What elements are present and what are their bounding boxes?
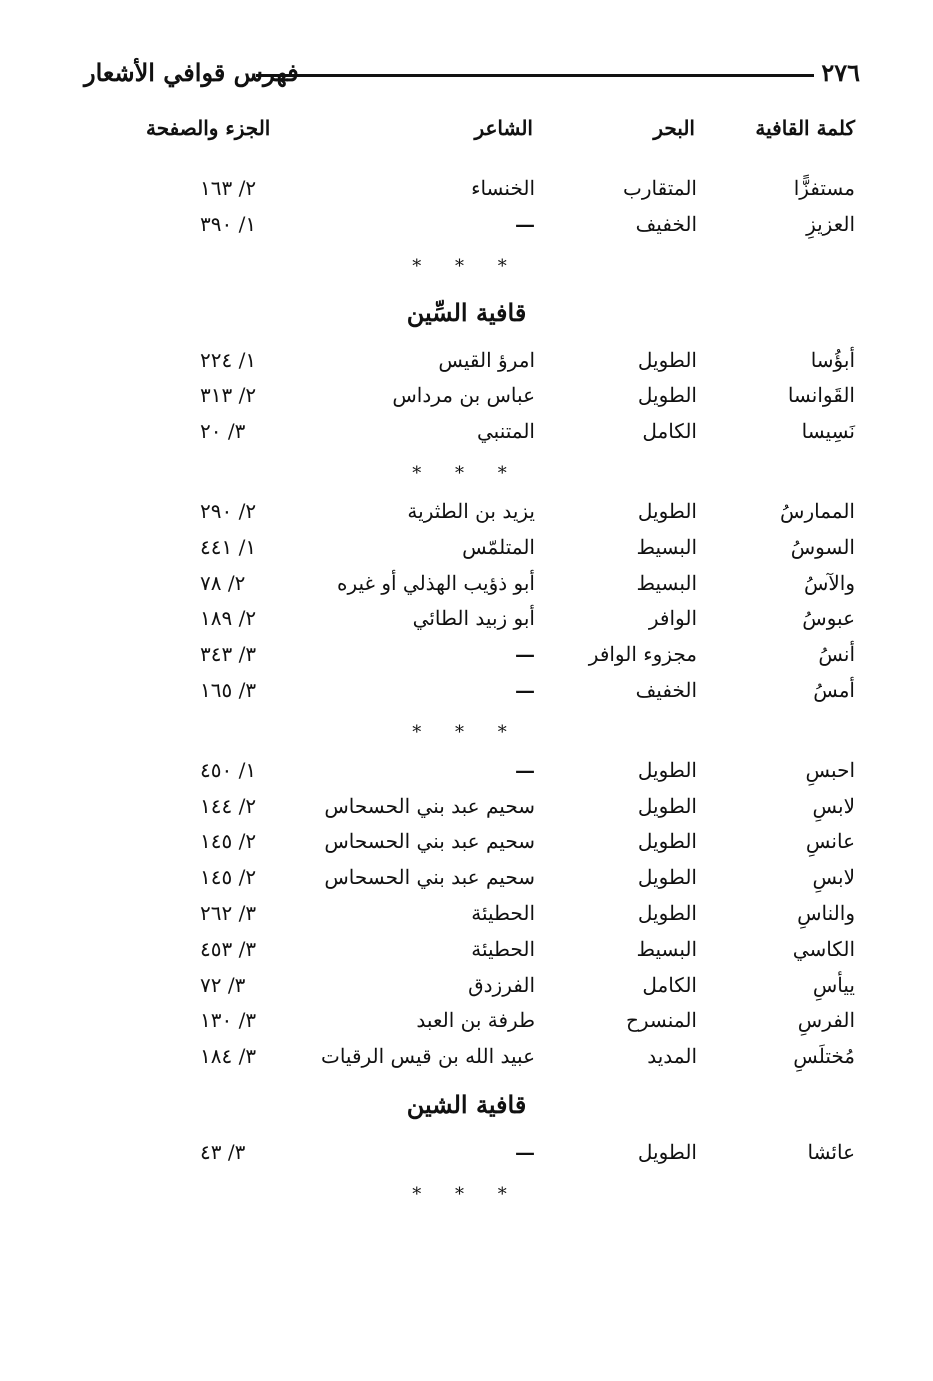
rhyme-word: لابسِ (812, 794, 855, 818)
index-row (0, 499, 933, 533)
meter: الطويل (637, 348, 697, 372)
index-row (0, 176, 933, 210)
meter: المنسرح (625, 1008, 697, 1032)
index-row (0, 1044, 933, 1078)
meter: الكامل (642, 419, 697, 443)
meter: مجزوء الوافر (588, 642, 697, 666)
poet: سحيم عبد بني الحسحاس (324, 794, 535, 818)
rhyme-word: عائشا (807, 1140, 855, 1164)
rhyme-word: القَوانسا (787, 383, 855, 407)
rhyme-word: العزيزِ (806, 212, 855, 236)
index-row (0, 642, 933, 676)
meter: الطويل (637, 865, 697, 889)
volume-page: ٣/ ٢٦٢ (200, 901, 257, 925)
meter: المديد (647, 1044, 697, 1068)
poet: الخنساء (471, 176, 535, 200)
rhyme-word: أبؤُسا (810, 348, 855, 372)
poet: الحطيئة (471, 937, 535, 961)
poet: عبيد الله بن قيس الرقيات (320, 1044, 535, 1068)
poet: يزيد بن الطثرية (407, 499, 535, 523)
poet: امرؤ القيس (438, 348, 535, 372)
index-row (0, 571, 933, 605)
meter: الكامل (642, 973, 697, 997)
index-row (0, 829, 933, 863)
volume-page: ٣/ ١٦٥ (200, 678, 257, 702)
index-row (0, 1140, 933, 1174)
index-row (0, 383, 933, 417)
meter: الطويل (637, 758, 697, 782)
column-headers (0, 116, 933, 152)
index-row (0, 1008, 933, 1042)
column-header-meter: البحر (653, 116, 695, 140)
rhyme-word: والناسِ (797, 901, 855, 925)
volume-page: ٢/ ٢٩٠ (200, 499, 257, 523)
volume-page: ٢/ ١٦٣ (200, 176, 257, 200)
section-title: قافية الشين (406, 1090, 527, 1119)
poet: — (515, 758, 535, 782)
poet: — (515, 642, 535, 666)
meter: الطويل (637, 383, 697, 407)
rhyme-word: أنسُ (818, 642, 855, 666)
index-row (0, 973, 933, 1007)
poet: سحيم عبد بني الحسحاس (324, 829, 535, 853)
rhyme-word: مستفزًّا (793, 176, 855, 200)
index-row (0, 758, 933, 792)
volume-page: ٣/ ٢٠ (200, 419, 246, 443)
section-title: قافية السِّين (406, 298, 527, 327)
index-row (0, 535, 933, 569)
section-separator: * * * (412, 722, 521, 743)
column-header-ref: الجزء والصفحة (146, 116, 271, 140)
poet: أبو ذؤيب الهذلي أو غيره (336, 571, 535, 595)
poet: المتنبي (477, 419, 535, 443)
poet: — (515, 212, 535, 236)
poet: — (515, 678, 535, 702)
section-separator: * * * (412, 256, 521, 277)
volume-page: ١/ ٤٤١ (200, 535, 257, 559)
column-header-poet: الشاعر (474, 116, 533, 140)
meter: الخفيف (635, 212, 697, 236)
poet: طرفة بن العبد (416, 1008, 535, 1032)
volume-page: ٢/ ١٨٩ (200, 606, 257, 630)
volume-page: ١/ ٤٥٠ (200, 758, 257, 782)
meter: المتقارب (623, 176, 697, 200)
meter: البسيط (636, 937, 697, 961)
rhyme-word: ييأسِ (812, 973, 855, 997)
rhyme-word: نَسِيسا (801, 419, 855, 443)
rhyme-word: أمسُ (813, 678, 855, 702)
poet: عباس بن مرداس (392, 383, 535, 407)
poet: الحطيئة (471, 901, 535, 925)
index-row (0, 901, 933, 935)
volume-page: ٢/ ١٤٥ (200, 829, 257, 853)
meter: الطويل (637, 901, 697, 925)
rhyme-word: السوسُ (790, 535, 855, 559)
index-row (0, 348, 933, 382)
meter: الطويل (637, 1140, 697, 1164)
meter: الطويل (637, 794, 697, 818)
section-separator: * * * (412, 463, 521, 484)
rhyme-word: الفرسِ (797, 1008, 855, 1032)
volume-page: ١/ ٢٢٤ (200, 348, 257, 372)
header-rule (256, 74, 814, 77)
meter: الوافر (648, 606, 697, 630)
running-head (78, 56, 868, 96)
index-row (0, 606, 933, 640)
rhyme-word: عانسِ (805, 829, 855, 853)
poet: الفرزدق (468, 973, 535, 997)
page-number: ٢٧٦ (821, 58, 860, 87)
meter: الطويل (637, 829, 697, 853)
index-row (0, 212, 933, 246)
index-row (0, 937, 933, 971)
poet: — (515, 1140, 535, 1164)
volume-page: ٣/ ١٣٠ (200, 1008, 257, 1032)
meter: البسيط (636, 571, 697, 595)
rhyme-word: احبسِ (805, 758, 855, 782)
volume-page: ٣/ ٣٤٣ (200, 642, 257, 666)
volume-page: ٣/ ٧٢ (200, 973, 246, 997)
rhyme-word: مُختلَسِ (793, 1044, 855, 1068)
section-separator: * * * (412, 1184, 521, 1205)
meter: البسيط (636, 535, 697, 559)
rhyme-word: لابسِ (812, 865, 855, 889)
column-header-word: كلمة القافية (755, 116, 855, 140)
meter: الخفيف (635, 678, 697, 702)
volume-page: ٢/ ٣١٣ (200, 383, 257, 407)
volume-page: ٢/ ٧٨ (200, 571, 246, 595)
volume-page: ٢/ ١٤٤ (200, 794, 257, 818)
volume-page: ٣/ ١٨٤ (200, 1044, 257, 1068)
rhyme-word: الممارسُ (780, 499, 855, 523)
index-row (0, 419, 933, 453)
rhyme-word: والآسُ (803, 571, 855, 595)
volume-page: ٣/ ٤٥٣ (200, 937, 257, 961)
volume-page: ٣/ ٤٣ (200, 1140, 246, 1164)
index-row (0, 794, 933, 828)
rhyme-word: عبوسُ (802, 606, 855, 630)
volume-page: ٢/ ١٤٥ (200, 865, 257, 889)
running-title: فهرس قوافي الأشعار (84, 58, 299, 87)
index-row (0, 678, 933, 712)
poet: المتلمّس (462, 535, 535, 559)
meter: الطويل (637, 499, 697, 523)
volume-page: ١/ ٣٩٠ (200, 212, 257, 236)
rhyme-word: الكاسي (792, 937, 855, 961)
poet: أبو زبيد الطائي (412, 606, 535, 630)
poet: سحيم عبد بني الحسحاس (324, 865, 535, 889)
index-row (0, 865, 933, 899)
